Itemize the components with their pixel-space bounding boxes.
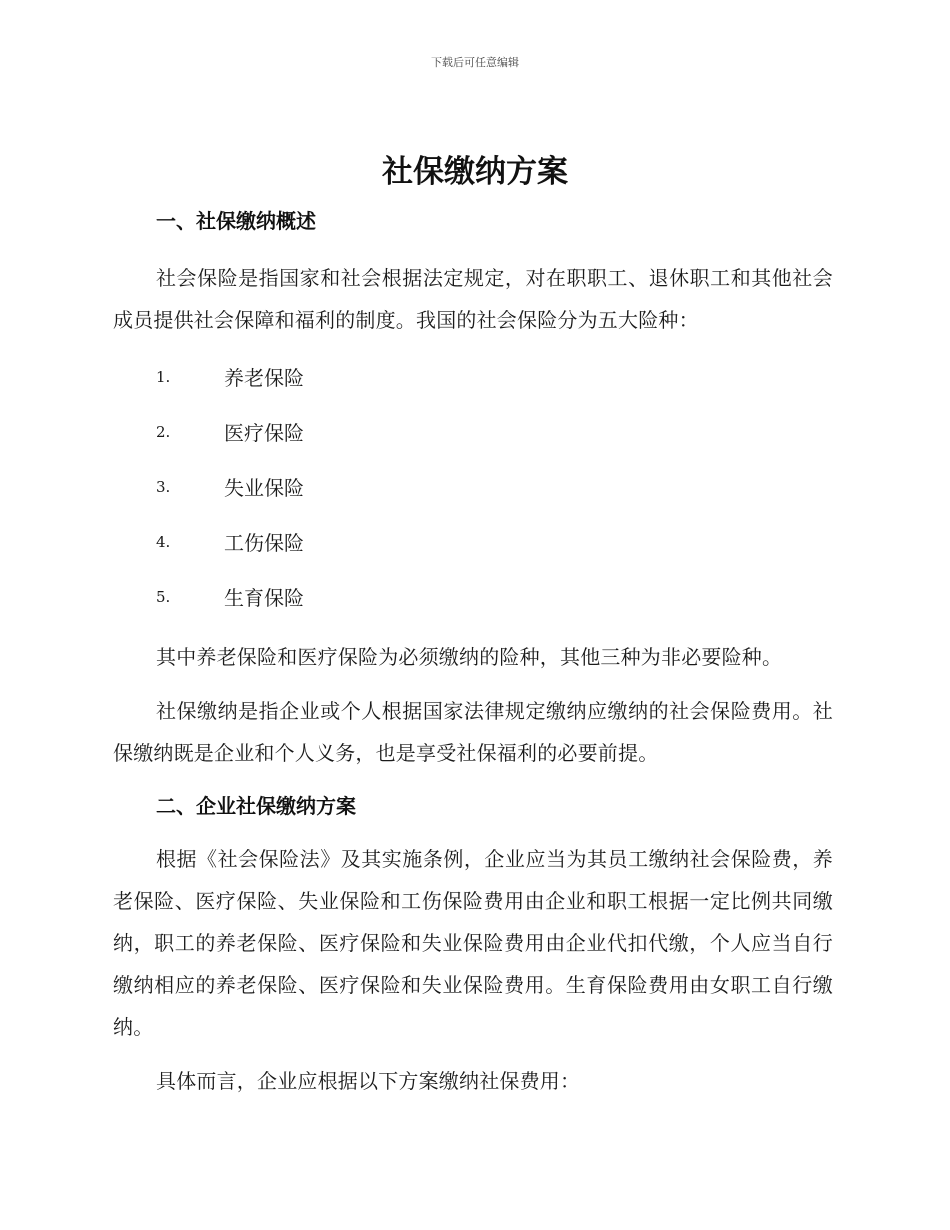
header-note: 下载后可任意编辑 [431, 56, 519, 69]
section-1-paragraph-3: 社保缴纳是指企业或个人根据国家法律规定缴纳应缴纳的社会保险费用。社保缴纳既是企业和个人义务，也是享受社保福利的必要前提。 [113, 699, 833, 765]
section-1-paragraph-2: 其中养老保险和医疗保险为必须缴纳的险种，其他三种为非必要险种。 [156, 645, 783, 669]
document-title: 社保缴纳方案 [382, 154, 568, 190]
list-item-number: 1. [156, 367, 171, 386]
section-2-heading: 二、企业社保缴纳方案 [156, 794, 356, 818]
list-item [113, 569, 833, 624]
list-item-label: 医疗保险 [224, 421, 304, 445]
section-1-intro: 社会保险是指国家和社会根据法定规定，对在职职工、退休职工和其他社会成员提供社会保障和福利的制度。我国的社会保险分为五大险种： [113, 266, 833, 332]
list-item-number: 3. [156, 477, 171, 496]
list-item-label: 养老保险 [224, 366, 304, 390]
list-item-number: 2. [156, 422, 171, 441]
list-item-number: 4. [156, 532, 171, 551]
list-item-label: 失业保险 [224, 476, 304, 500]
section-1-heading: 一、社保缴纳概述 [156, 209, 316, 233]
list-item [113, 349, 833, 404]
list-item-label: 生育保险 [224, 586, 304, 610]
list-item [113, 404, 833, 459]
section-2-paragraph-2: 具体而言，企业应根据以下方案缴纳社保费用： [156, 1069, 581, 1093]
list-item-label: 工伤保险 [224, 531, 304, 555]
section-2-paragraph-1: 根据《社会保险法》及其实施条例，企业应当为其员工缴纳社会保险费，养老保险、医疗保险、失业保险和工伤保险费用由企业和职工根据一定比例共同缴纳，职工的养老保险、医疗保险和失业保险费用由企业代扣代缴，个人应当自行缴纳相应的养老保险、医疗保险和失业保险费用。生育保险费用由女职工自行缴纳。 [113, 847, 833, 1039]
insurance-list [113, 349, 833, 624]
document-body [113, 200, 833, 1102]
list-item-number: 5. [156, 587, 171, 606]
list-item [113, 459, 833, 514]
list-item [113, 514, 833, 569]
